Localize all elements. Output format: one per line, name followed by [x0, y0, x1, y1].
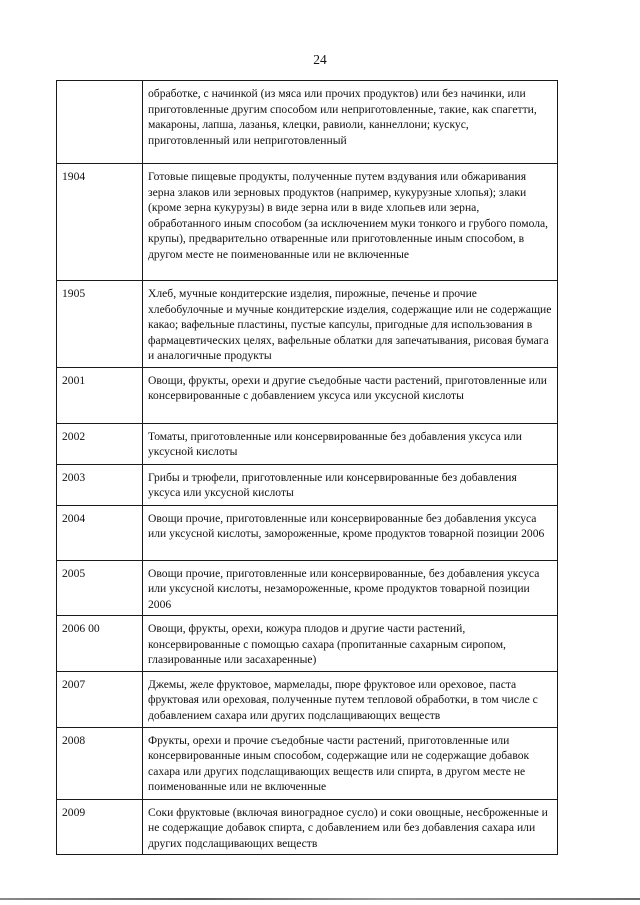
code-cell: 2003 [57, 464, 143, 505]
table-row [57, 560, 558, 616]
description-cell: Томаты, приготовленные или консервированные без добавления уксуса или уксусной кислоты [143, 423, 558, 464]
code-cell: 2005 [57, 560, 143, 616]
code-cell: 2002 [57, 423, 143, 464]
code-cell [57, 81, 143, 164]
table-row [57, 464, 558, 505]
page-number: 24 [313, 52, 327, 67]
description-cell: Хлеб, мучные кондитерские изделия, пирожные, печенье и прочие хлебобулочные и мучные кондитерские изделия, содержащие или не содержащие какао; вафельные пластины, пустые капсулы, пригодные для использования в фармацевтических целях, вафельные облатки для запечатывания, рисовая бумага и аналогичные продукты [143, 281, 558, 368]
table-row [57, 671, 558, 727]
commodity-code-table [56, 80, 558, 855]
code-cell: 2004 [57, 505, 143, 560]
description-cell: Готовые пищевые продукты, полученные путем вздувания или обжаривания зерна злаков или зерновых продуктов (например, кукурузные хлопья); злаки (кроме зерна кукурузы) в виде зерна или в виде хлопьев или зерна, обработанного иным способом (за исключением муки тонкого и грубого помола, крупы), предварительно отваренные или приготовленные иным способом, в другом месте не поименованные или не включенные [143, 164, 558, 281]
code-cell: 2006 00 [57, 616, 143, 672]
description-cell: Овощи прочие, приготовленные или консервированные без добавления уксуса или уксусной кислоты, замороженные, кроме продуктов товарной позиции 2006 [143, 505, 558, 560]
table-row [57, 367, 558, 423]
table-row [57, 727, 558, 799]
description-cell: Джемы, желе фруктовое, мармелады, пюре фруктовое или ореховое, паста фруктовая или ореховая, полученные путем тепловой обработки, в том числе с добавлением сахара или других подслащивающих веществ [143, 671, 558, 727]
scan-edge-rule [0, 898, 640, 900]
table-row [57, 799, 558, 855]
description-cell: Грибы и трюфели, приготовленные или консервированные без добавления уксуса или уксусной кислоты [143, 464, 558, 505]
description-cell: Овощи, фрукты, орехи и другие съедобные части растений, приготовленные или консервированные с добавлением уксуса или уксусной кислоты [143, 367, 558, 423]
description-cell: Овощи прочие, приготовленные или консервированные, без добавления уксуса или уксусной кислоты, незамороженные, кроме продуктов товарной позиции 2006 [143, 560, 558, 616]
table-row [57, 505, 558, 560]
table-row [57, 281, 558, 368]
code-cell: 2001 [57, 367, 143, 423]
code-cell: 2009 [57, 799, 143, 855]
table-row [57, 423, 558, 464]
table-body [57, 81, 558, 855]
code-cell: 1905 [57, 281, 143, 368]
table-row [57, 616, 558, 672]
table-row [57, 81, 558, 164]
code-cell: 1904 [57, 164, 143, 281]
table-row [57, 164, 558, 281]
code-cell: 2007 [57, 671, 143, 727]
code-cell: 2008 [57, 727, 143, 799]
description-cell: Соки фруктовые (включая виноградное сусло) и соки овощные, несброженные и не содержащие добавок спирта, с добавлением или без добавления сахара или других подслащивающих веществ [143, 799, 558, 855]
description-cell: обработке, с начинкой (из мяса или прочих продуктов) или без начинки, или приготовленные другим способом или неприготовленные, такие, как спагетти, макароны, лапша, лазанья, клецки, равиоли, каннеллони; кускус, приготовленный или неприготовленный [143, 81, 558, 164]
description-cell: Овощи, фрукты, орехи, кожура плодов и другие части растений, консервированные с помощью сахара (пропитанные сахарным сиропом, глазированные или засахаренные) [143, 616, 558, 672]
description-cell: Фрукты, орехи и прочие съедобные части растений, приготовленные или консервированные иным способом, содержащие или не содержащие добавок сахара или других подслащивающих веществ или спирта, в другом месте не поименованные или не включенные [143, 727, 558, 799]
